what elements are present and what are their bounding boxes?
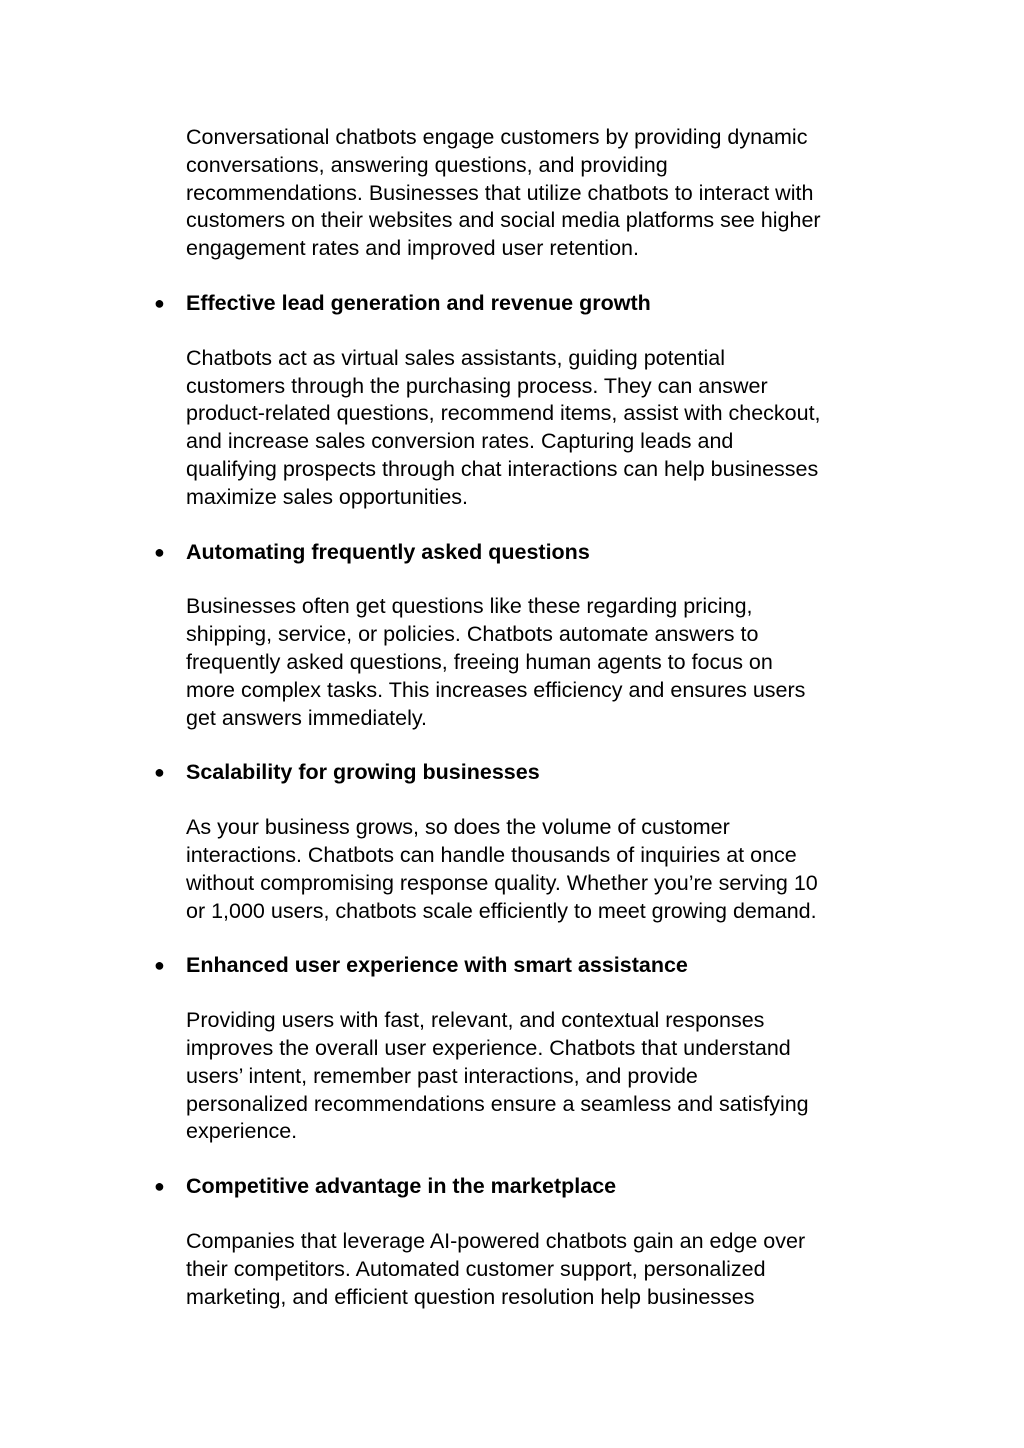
text-line: marketing, and efficient question resolution help businesses	[186, 1284, 755, 1309]
section-heading-user-experience	[154, 952, 916, 980]
text-line: interactions. Chatbots can handle thousands of inquiries at once	[186, 842, 797, 867]
text-line: customers through the purchasing process. They can answer	[186, 373, 768, 398]
text-line: users’ intent, remember past interactions, and provide	[186, 1063, 698, 1088]
section-body-user-experience	[186, 1007, 916, 1146]
section-heading-scalability	[154, 759, 916, 787]
section-heading-text: Enhanced user experience with smart assistance	[186, 953, 688, 978]
section-heading-competitive-advantage	[154, 1173, 916, 1201]
text-line: recommendations. Businesses that utilize chatbots to interact with	[186, 180, 814, 205]
section-heading-text: Scalability for growing businesses	[186, 760, 540, 785]
section-body-lead-generation	[186, 345, 916, 512]
text-line: maximize sales opportunities.	[186, 484, 469, 509]
section-body-competitive-advantage	[186, 1228, 916, 1311]
text-line: Businesses often get questions like these regarding pricing,	[186, 594, 753, 619]
document-content	[154, 124, 916, 1338]
text-line: Chatbots act as virtual sales assistants, guiding potential	[186, 345, 725, 370]
section-heading-text: Competitive advantage in the marketplace	[186, 1174, 617, 1199]
text-line: frequently asked questions, freeing human agents to focus on	[186, 649, 773, 674]
text-line: get answers immediately.	[186, 705, 427, 730]
intro-paragraph	[186, 124, 916, 263]
text-line: improves the overall user experience. Chatbots that understand	[186, 1035, 791, 1060]
section-body-scalability	[186, 814, 916, 925]
text-line: engagement rates and improved user retention.	[186, 236, 639, 261]
text-line: product-related questions, recommend items, assist with checkout,	[186, 401, 821, 426]
text-line: conversations, answering questions, and providing	[186, 152, 668, 177]
text-line: qualifying prospects through chat interactions can help businesses	[186, 456, 819, 481]
bullet-icon: ●	[154, 955, 165, 976]
text-line: customers on their websites and social media platforms see higher	[186, 208, 821, 233]
section-heading-lead-generation	[154, 290, 916, 318]
text-line: personalized recommendations ensure a seamless and satisfying	[186, 1091, 809, 1116]
section-heading-faq-automation	[154, 539, 916, 567]
text-line: and increase sales conversion rates. Capturing leads and	[186, 429, 734, 454]
text-line: without compromising response quality. Whether you’re serving 10	[186, 870, 818, 895]
text-line: more complex tasks. This increases efficiency and ensures users	[186, 677, 806, 702]
bullet-icon: ●	[154, 541, 165, 562]
bullet-icon: ●	[154, 1176, 165, 1197]
text-line: Providing users with fast, relevant, and contextual responses	[186, 1008, 765, 1033]
bullet-icon: ●	[154, 762, 165, 783]
text-line: experience.	[186, 1119, 298, 1144]
section-heading-text: Effective lead generation and revenue growth	[186, 290, 651, 315]
text-line: their competitors. Automated customer support, personalized	[186, 1256, 766, 1281]
section-heading-text: Automating frequently asked questions	[186, 539, 590, 564]
text-line: or 1,000 users, chatbots scale efficiently to meet growing demand.	[186, 898, 817, 923]
text-line: As your business grows, so does the volume of customer	[186, 815, 730, 840]
text-line: Companies that leverage AI-powered chatbots gain an edge over	[186, 1228, 806, 1253]
bullet-icon: ●	[154, 292, 165, 313]
section-body-faq-automation	[186, 593, 916, 732]
text-line: Conversational chatbots engage customers by providing dynamic	[186, 125, 808, 149]
text-line: shipping, service, or policies. Chatbots automate answers to	[186, 622, 759, 647]
